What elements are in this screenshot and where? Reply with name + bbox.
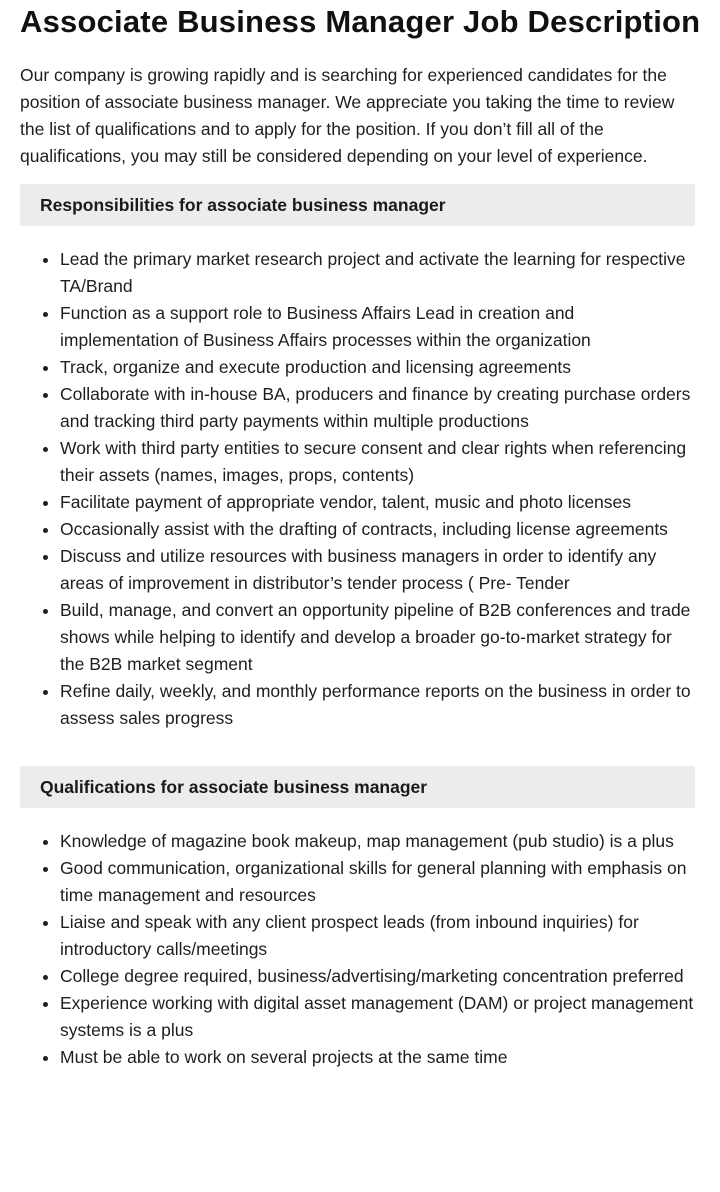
list-item: • Function as a support role to Business Affairs Lead in creation and implementation of Business Affairs processes within the organization <box>60 300 695 354</box>
list-item: • Must be able to work on several projects at the same time <box>60 1044 695 1071</box>
list-item: • College degree required, business/advertising/marketing concentration preferred <box>60 963 695 990</box>
responsibilities-heading-label: Responsibilities for associate business manager <box>40 194 446 215</box>
list-item: • Facilitate payment of appropriate vendor, talent, music and photo licenses <box>60 489 695 516</box>
list-item: • Collaborate with in-house BA, producers and finance by creating purchase orders and tracking third party payments within multiple productions <box>60 381 695 435</box>
list-item: • Good communication, organizational skills for general planning with emphasis on time management and resources <box>60 855 695 909</box>
list-item: • Work with third party entities to secure consent and clear rights when referencing their assets (names, images, props, contents) <box>60 435 695 489</box>
list-item: • Occasionally assist with the drafting of contracts, including license agreements <box>60 516 695 543</box>
qualifications-list <box>20 828 695 1071</box>
list-item: • Liaise and speak with any client prospect leads (from inbound inquiries) for introductory calls/meetings <box>60 909 695 963</box>
list-item: • Experience working with digital asset management (DAM) or project management systems is a plus <box>60 990 695 1044</box>
spacer <box>20 732 695 752</box>
list-item: • Discuss and utilize resources with business managers in order to identify any areas of improvement in distributor’s tender process ( Pre- Tender <box>60 543 695 597</box>
list-item: • Track, organize and execute production and licensing agreements <box>60 354 695 381</box>
page-title: Associate Business Manager Job Description <box>20 4 701 39</box>
responsibilities-heading <box>20 184 695 226</box>
list-item: • Knowledge of magazine book makeup, map management (pub studio) is a plus <box>60 828 695 855</box>
list-item: • Lead the primary market research project and activate the learning for respective TA/Brand <box>60 246 695 300</box>
responsibilities-list <box>20 246 695 732</box>
qualifications-heading <box>20 766 695 808</box>
qualifications-heading-label: Qualifications for associate business manager <box>40 776 428 797</box>
list-item: • Build, manage, and convert an opportunity pipeline of B2B conferences and trade shows while helping to identify and develop a broader go-to-market strategy for the B2B market segment <box>60 597 695 678</box>
intro-paragraph: Our company is growing rapidly and is searching for experienced candidates for the position of associate business manager. We appreciate you taking the time to review the list of qualifications and to apply for the position. If you don’t fill all of the qualifications, you may still be considered depending on your level of experience. <box>20 65 675 166</box>
list-item: • Refine daily, weekly, and monthly performance reports on the business in order to assess sales progress <box>60 678 695 732</box>
